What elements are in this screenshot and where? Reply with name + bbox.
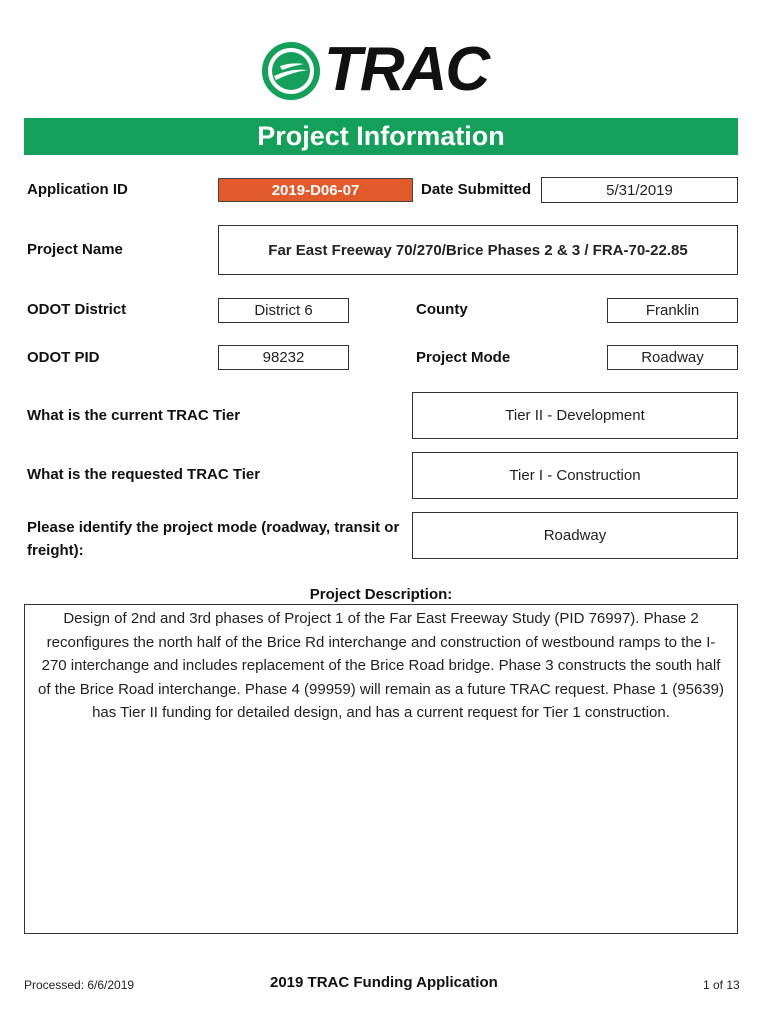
- project-name-value: Far East Freeway 70/270/Brice Phases 2 & 3 / FRA-70-22.85: [218, 225, 738, 275]
- identify-mode-value: Roadway: [412, 512, 738, 559]
- project-mode-value: Roadway: [607, 345, 738, 370]
- application-id-label: Application ID: [27, 181, 128, 198]
- odot-pid-label: ODOT PID: [27, 349, 100, 366]
- odot-pid-value: 98232: [218, 345, 349, 370]
- trac-ring-icon: [262, 42, 320, 100]
- county-label: County: [416, 301, 468, 318]
- date-submitted-label: Date Submitted: [421, 181, 532, 198]
- identify-mode-label: Please identify the project mode (roadway, transit or freight):: [27, 519, 400, 559]
- current-tier-label: What is the current TRAC Tier: [27, 407, 241, 424]
- county-value: Franklin: [607, 298, 738, 323]
- footer-title: 2019 TRAC Funding Application: [270, 974, 498, 991]
- project-name-label: Project Name: [27, 241, 123, 258]
- odot-district-value: District 6: [218, 298, 349, 323]
- project-description-text: Design of 2nd and 3rd phases of Project 1 of the Far East Freeway Study (PID 76997). Phase 2 reconfigures the north half of the Brice Rd interchange and construction of westbound ramps to the I-270 interchange and includes replacement of the Brice Road bridge. Phase 3 constructs the south half of the Brice Road interchange. Phase 4 (99959) will remain as a future TRAC request. Phase 1 (95639) has Tier II funding for detailed design, and has a current request for Tier 1 construction.: [24, 604, 738, 934]
- trac-logo: [262, 35, 512, 104]
- logo-wordmark: TRAC: [324, 35, 489, 104]
- date-submitted-value: 5/31/2019: [541, 177, 738, 203]
- page-number: 1 of 13: [703, 978, 740, 992]
- page-title: Project Information: [24, 118, 738, 155]
- project-description-title: Project Description:: [309, 586, 453, 603]
- requested-tier-label: What is the requested TRAC Tier: [27, 466, 261, 483]
- requested-tier-value: Tier I - Construction: [412, 452, 738, 499]
- project-mode-label: Project Mode: [416, 349, 511, 366]
- current-tier-value: Tier II - Development: [412, 392, 738, 439]
- application-id-value: 2019-D06-07: [218, 178, 413, 202]
- odot-district-label: ODOT District: [27, 301, 127, 318]
- processed-date: Processed: 6/6/2019: [24, 978, 135, 992]
